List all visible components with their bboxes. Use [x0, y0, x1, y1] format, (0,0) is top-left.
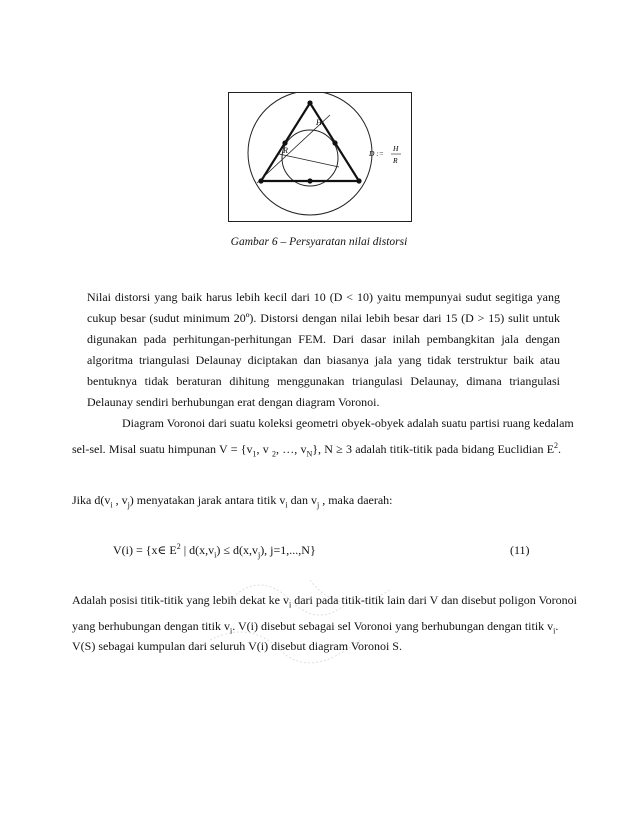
- label-R: R: [283, 146, 288, 155]
- paragraph-distortion: Nilai distorsi yang baik harus lebih kecil dari 10 (D < 10) yaitu mempunyai sudut segitiga yang cukup besar (sudut minimum 20º). Distorsi dengan nilai lebih besar dari 15 (D > 15) sulit untuk digunakan pada perhitungan-perhitungan FEM. Dari dasar inilah pembangkitan jala dengan algoritma triangulasi Delaunay diciptakan dan biasanya jala yang tidak terstruktur baik atau bentuknya tidak beraturan dihitung menggunakan triangulasi Delaunay, dimana triangulasi Delaunay sendiri berhubungan erat dengan diagram Voronoi.: [87, 290, 560, 409]
- vertex-top: [307, 100, 312, 105]
- p3-line2: yang berhubungan dengan titik $v_i$. V(i) disebut sebagai sel Voronoi yang berhubungan dengan titik $v_i$.: [72, 619, 559, 636]
- vertex-left: [258, 178, 263, 183]
- R-diameter-line: [279, 154, 339, 167]
- distortion-figure: [228, 92, 412, 222]
- midpoint-left: [282, 140, 287, 145]
- formula-numerator: H: [393, 144, 399, 153]
- p2-line1: Diagram Voronoi dari suatu koleksi geometri obyek-obyek adalah suatu partisi ruang kedalam: [122, 416, 574, 430]
- p3-line3: V(S) sebagai kumpulan dari seluruh V(i) disebut diagram Voronoi S.: [72, 639, 402, 653]
- p2-line2: sel-sel. Misal suatu himpunan $V = \{v_1$, v $_2$, …, $v_N$}, N ≥ 3 adalah titik-titik pada bidang Euclidian $E^2$.: [72, 441, 562, 459]
- label-H: H: [316, 118, 322, 127]
- incircle: [282, 130, 338, 186]
- figure-caption: Gambar 6 – Persyaratan nilai distorsi: [230, 236, 408, 248]
- triangle: [261, 103, 359, 181]
- midpoint-right: [332, 140, 337, 145]
- midpoint-bottom: [307, 178, 312, 183]
- formula-lhs: D :=: [369, 149, 384, 158]
- vertex-right: [356, 178, 361, 183]
- equation-voronoi: V(i) = {x∈ $E^2$ | $d(x,v_i) \le d(x,v_j)$, j=1,...,N}: [113, 542, 316, 560]
- equation-number: (11): [510, 543, 530, 557]
- p2-line3: Jika $d(v_i$ , $v_j$) menyatakan jarak antara titik $v_i$ dan $v_j$ , maka daerah:: [72, 493, 393, 510]
- p3-line1: Adalah posisi titik-titik yang lebih dekat ke $v_i$ dari pada titik-titik lain dari V dan disebut poligon Voronoi: [72, 593, 577, 610]
- formula-denominator: R: [393, 156, 398, 165]
- circumcircle: [248, 93, 372, 215]
- triangle-circles-diagram: [229, 93, 411, 221]
